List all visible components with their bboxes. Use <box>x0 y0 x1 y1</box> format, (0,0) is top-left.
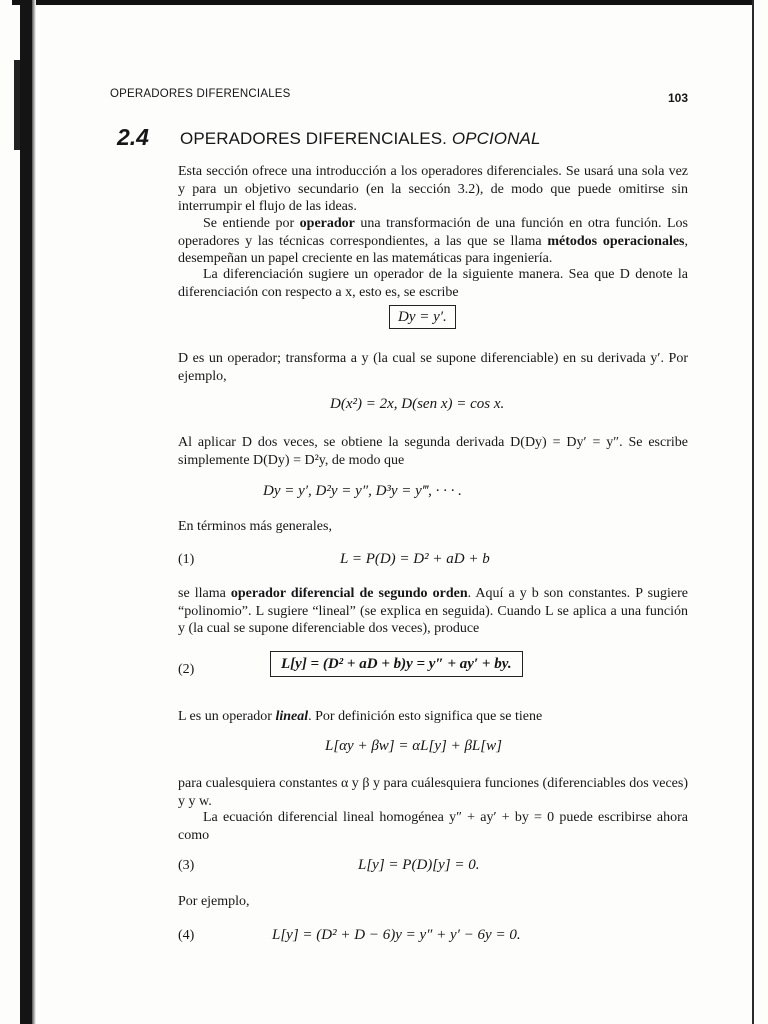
equation-4-number: (4) <box>178 928 195 943</box>
paragraph-general: En términos más generales, <box>178 519 332 534</box>
term-metodos-operacionales: métodos operacionales <box>547 233 685 249</box>
equation-1: L = P(D) = D² + aD + b <box>340 551 490 567</box>
term-operador-segundo-orden: operador diferencial de segundo orden <box>230 586 468 601</box>
paragraph-differentiation: La diferenciación sugiere un operador de la siguiente manera. Sea que D denote la diferenciación con respecto a x, esto es, se escribe <box>178 267 688 300</box>
paragraph-constants: para cualesquiera constantes α y β y para cuálesquiera funciones (diferenciables dos veces) y y w. <box>178 776 688 809</box>
p2-text-b: una transformación de una función en otra función. Los operadores y las técnicas correspondientes, a las que se llama <box>178 216 688 249</box>
p2-text-a: Se entiende por <box>203 216 300 231</box>
term-operador: operador <box>299 216 355 231</box>
equation-powers: Dy = y′, D²y = y″, D³y = y‴, · · · . <box>263 483 462 499</box>
scan-right-edge <box>752 0 754 1024</box>
p2-text-c: , desempeñan un papel creciente en las matemáticas para ingeniería. <box>178 233 688 266</box>
paragraph-example: Por ejemplo, <box>178 894 250 909</box>
section-title-optional: OPCIONAL <box>451 129 541 148</box>
book-binding-edge <box>14 0 50 1024</box>
paragraph-operator-definition <box>178 215 688 268</box>
paragraph-second-order <box>178 585 688 638</box>
paragraph-linear <box>178 708 688 726</box>
equation-3: L[y] = P(D)[y] = 0. <box>358 857 480 873</box>
p7-text-b: . Aquí a y b son constantes. P sugiere “polinomio”. L sugiere “lineal” (se explica en seguida). Cuando L se aplica a una función y (la cual se supone diferenciable dos veces), produce <box>178 586 688 636</box>
paragraph-homogeneous: La ecuación diferencial lineal homogénea y″ + ay′ + by = 0 puede escribirse ahora como <box>178 810 688 843</box>
section-title <box>180 129 541 149</box>
p7-text-a: se llama <box>178 586 231 601</box>
p8-text-a: L es un operador <box>178 709 276 724</box>
paragraph-d-operator: D es un operador; transforma a y (la cual se supone diferenciable) en su derivada y′. Por ejemplo, <box>178 351 688 384</box>
equation-2: L[y] = (D² + aD + b)y = y″ + ay′ + by. <box>270 651 523 677</box>
section-number: 2.4 <box>117 124 149 150</box>
binding-shadow <box>32 0 36 1024</box>
equation-example: D(x²) = 2x, D(sen x) = cos x. <box>330 396 505 412</box>
equation-1-number: (1) <box>178 552 195 567</box>
equation-4: L[y] = (D² + D − 6)y = y″ + y′ − 6y = 0. <box>272 927 521 943</box>
equation-2-number: (2) <box>178 662 195 677</box>
paragraph-second-derivative: Al aplicar D dos veces, se obtiene la segunda derivada D(Dy) = Dy′ = y″. Se escribe simplemente D(Dy) = D²y, de modo que <box>178 435 688 468</box>
p8-text-b: . Por definición esto significa que se tiene <box>308 709 543 724</box>
equation-dy-boxed <box>389 309 456 326</box>
scan-top-edge <box>12 0 752 5</box>
term-lineal: lineal <box>275 709 309 724</box>
equation-box: Dy = y′. <box>389 305 456 329</box>
binding-bar <box>20 0 32 1024</box>
running-head: OPERADORES DIFERENCIALES <box>110 88 291 100</box>
equation-3-number: (3) <box>178 858 195 873</box>
page-number: 103 <box>668 91 689 105</box>
section-title-main: OPERADORES DIFERENCIALES. <box>180 129 448 148</box>
equation-2-boxed <box>270 656 523 673</box>
equation-linearity: L[αy + βw] = αL[y] + βL[w] <box>325 738 502 754</box>
paragraph-intro: Esta sección ofrece una introducción a los operadores diferenciales. Se usará una sola vez y para un objetivo secundario (en la sección 3.2), de modo que puede omitirse sin interrumpir el flujo de las ideas. <box>178 164 688 214</box>
binding-notch <box>14 60 20 150</box>
